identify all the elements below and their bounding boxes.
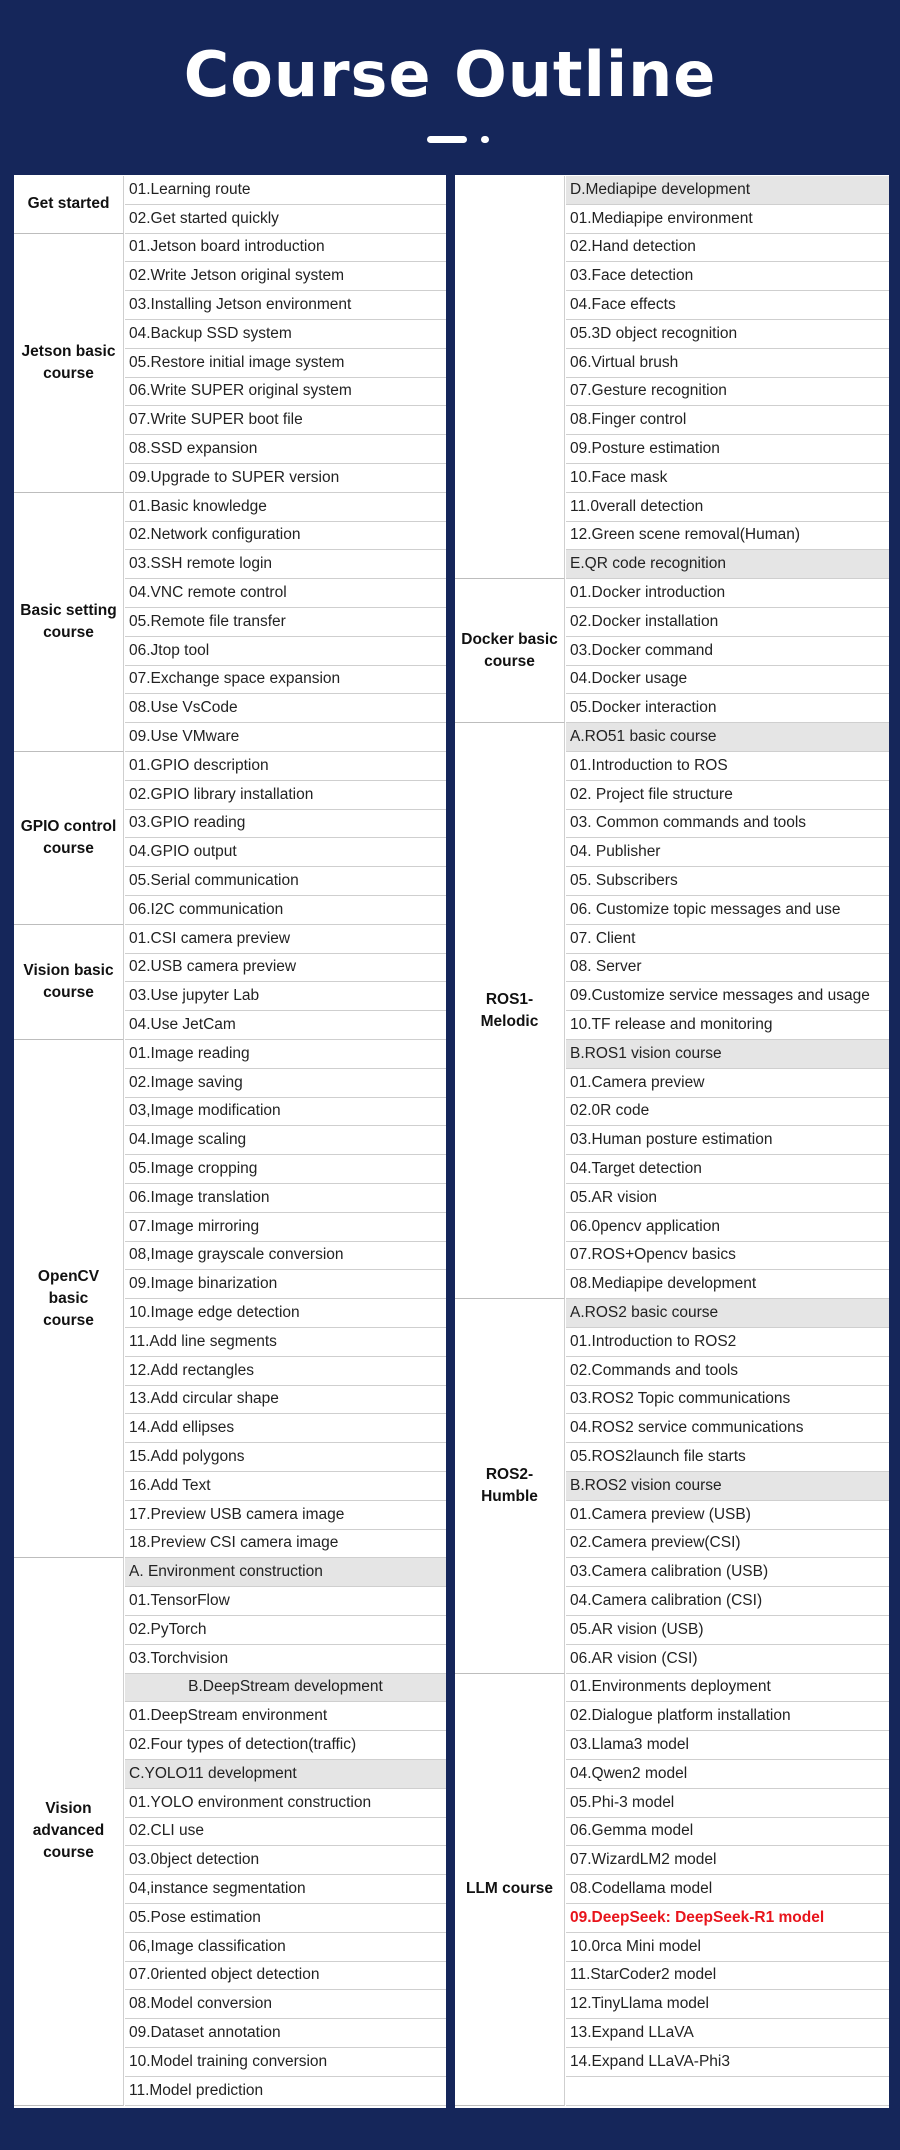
lesson-item: 07.WizardLM2 model xyxy=(566,1846,889,1875)
lesson-item: 05.AR vision xyxy=(566,1184,889,1213)
section-subheader: B.DeepStream development xyxy=(125,1674,446,1703)
lesson-item: 02.Hand detection xyxy=(566,234,889,263)
lesson-item: 02.Commands and tools xyxy=(566,1357,889,1386)
lesson-item: 07.Exchange space expansion xyxy=(125,666,446,695)
lesson-item: 01.Mediapipe environment xyxy=(566,205,889,234)
lesson-item: 03.Docker command xyxy=(566,637,889,666)
lesson-item: 05.Serial communication xyxy=(125,867,446,896)
lesson-item: 01.GPIO description xyxy=(125,752,446,781)
lesson-item: 01.Docker introduction xyxy=(566,579,889,608)
category-llm-course: LLM course xyxy=(455,1674,565,2106)
lesson-item: 03. Common commands and tools xyxy=(566,810,889,839)
lesson-item: 02.0R code xyxy=(566,1098,889,1127)
lesson-item: 08,Image grayscale conversion xyxy=(125,1242,446,1271)
lesson-item: 12.Add rectangles xyxy=(125,1357,446,1386)
section-subheader: B.ROS1 vision course xyxy=(566,1040,889,1069)
category-jetson-basic-course: Jetson basic course xyxy=(14,234,124,493)
lesson-item: 18.Preview CSI camera image xyxy=(125,1530,446,1559)
lesson-item: 12.Green scene removal(Human) xyxy=(566,522,889,551)
lesson-item: 05. Subscribers xyxy=(566,867,889,896)
section-subheader: B.ROS2 vision course xyxy=(566,1472,889,1501)
title-underline-dot xyxy=(481,136,489,143)
lesson-item: 07.ROS+Opencv basics xyxy=(566,1242,889,1271)
lesson-item: 02.Dialogue platform installation xyxy=(566,1702,889,1731)
title-underline-bar xyxy=(427,136,467,143)
lesson-item: 02.GPIO library installation xyxy=(125,781,446,810)
lesson-item: 01.Basic knowledge xyxy=(125,493,446,522)
lesson-item: 06.I2C communication xyxy=(125,896,446,925)
lesson-item: 01.TensorFlow xyxy=(125,1587,446,1616)
lesson-item: 14.Expand LLaVA-Phi3 xyxy=(566,2048,889,2077)
section-subheader: D.Mediapipe development xyxy=(566,176,889,205)
lesson-item: 03.Llama3 model xyxy=(566,1731,889,1760)
lesson-item: 10.0rca Mini model xyxy=(566,1933,889,1962)
lesson-item: 01.Introduction to ROS2 xyxy=(566,1328,889,1357)
lesson-item: 09.Image binarization xyxy=(125,1270,446,1299)
lesson-item: 05.Image cropping xyxy=(125,1155,446,1184)
lesson-item: 06.AR vision (CSI) xyxy=(566,1645,889,1674)
lesson-item: 02.Camera preview(CSI) xyxy=(566,1530,889,1559)
lesson-item: 04.VNC remote control xyxy=(125,579,446,608)
lesson-item: 04.Target detection xyxy=(566,1155,889,1184)
category-continued xyxy=(455,176,565,579)
lesson-item: 08. Server xyxy=(566,954,889,983)
lesson-item: 01.DeepStream environment xyxy=(125,1702,446,1731)
lesson-item: 12.TinyLlama model xyxy=(566,1990,889,2019)
page-header xyxy=(0,0,900,175)
lesson-item: 13.Add circular shape xyxy=(125,1386,446,1415)
lesson-item: 01.Introduction to ROS xyxy=(566,752,889,781)
lesson-item: 07.0riented object detection xyxy=(125,1962,446,1991)
category-opencv-basic-course: OpenCV basic course xyxy=(14,1040,124,1558)
lesson-item: 09.Dataset annotation xyxy=(125,2019,446,2048)
lesson-item: 04,instance segmentation xyxy=(125,1875,446,1904)
lesson-item: 07.Image mirroring xyxy=(125,1213,446,1242)
lesson-item: 09.Use VMware xyxy=(125,723,446,752)
lesson-item: 04.Qwen2 model xyxy=(566,1760,889,1789)
lesson-item: 17.Preview USB camera image xyxy=(125,1501,446,1530)
section-subheader: A.ROS2 basic course xyxy=(566,1299,889,1328)
lesson-item: 05.3D object recognition xyxy=(566,320,889,349)
lesson-item: 04.Image scaling xyxy=(125,1126,446,1155)
category-gpio-control-course: GPIO control course xyxy=(14,752,124,925)
category-get-started: Get started xyxy=(14,176,124,234)
lesson-item: 04.Use JetCam xyxy=(125,1011,446,1040)
lesson-item: 09.Posture estimation xyxy=(566,435,889,464)
lesson-item: 09.DeepSeek: DeepSeek-R1 model xyxy=(566,1904,889,1933)
section-subheader: E.QR code recognition xyxy=(566,550,889,579)
lesson-item: 02.Get started quickly xyxy=(125,205,446,234)
lesson-item: 04.GPIO output xyxy=(125,838,446,867)
lesson-item: 03.GPIO reading xyxy=(125,810,446,839)
lesson-item: 06.Write SUPER original system xyxy=(125,378,446,407)
lesson-item: 06,Image classification xyxy=(125,1933,446,1962)
lesson-item: 08.Model conversion xyxy=(125,1990,446,2019)
lesson-item: 04.Camera calibration (CSI) xyxy=(566,1587,889,1616)
category-docker-basic-course: Docker basic course xyxy=(455,579,565,723)
category-ros1-melodic: ROS1-Melodic xyxy=(455,723,565,1299)
lesson-item: 11.StarCoder2 model xyxy=(566,1962,889,1991)
lesson-item: 01.Image reading xyxy=(125,1040,446,1069)
category-basic-setting-course: Basic setting course xyxy=(14,493,124,752)
lesson-item: 03.Face detection xyxy=(566,262,889,291)
lesson-item: 08.SSD expansion xyxy=(125,435,446,464)
lesson-item: 02.Image saving xyxy=(125,1069,446,1098)
lesson-item: 11.Add line segments xyxy=(125,1328,446,1357)
lesson-item: 06. Customize topic messages and use xyxy=(566,896,889,925)
lesson-item: 05.Phi-3 model xyxy=(566,1789,889,1818)
section-subheader: C.YOLO11 development xyxy=(125,1760,446,1789)
lesson-item: 06.Gemma model xyxy=(566,1818,889,1847)
lesson-item: 10.Model training conversion xyxy=(125,2048,446,2077)
lesson-item: 08.Use VsCode xyxy=(125,694,446,723)
right-course-column xyxy=(455,175,889,2108)
lesson-item: 03.0bject detection xyxy=(125,1846,446,1875)
section-subheader: A.RO51 basic course xyxy=(566,723,889,752)
category-vision-basic-course: Vision basic course xyxy=(14,925,124,1040)
lesson-item: 15.Add polygons xyxy=(125,1443,446,1472)
lesson-item: 05.Docker interaction xyxy=(566,694,889,723)
lesson-item: 01.Environments deployment xyxy=(566,1674,889,1703)
lesson-item: 06.Virtual brush xyxy=(566,349,889,378)
left-course-column xyxy=(14,175,446,2108)
lesson-item: 16.Add Text xyxy=(125,1472,446,1501)
lesson-item: 04. Publisher xyxy=(566,838,889,867)
lesson-item: 02.CLI use xyxy=(125,1818,446,1847)
lesson-item: 07. Client xyxy=(566,925,889,954)
lesson-item: 03.Installing Jetson environment xyxy=(125,291,446,320)
lesson-item: 02.PyTorch xyxy=(125,1616,446,1645)
lesson-item: 04.Face effects xyxy=(566,291,889,320)
lesson-item: 01.Learning route xyxy=(125,176,446,205)
lesson-item: 08.Finger control xyxy=(566,406,889,435)
lesson-item: 02.Write Jetson original system xyxy=(125,262,446,291)
lesson-item: 02.Docker installation xyxy=(566,608,889,637)
lesson-item: 02.USB camera preview xyxy=(125,954,446,983)
lesson-item: 10.Face mask xyxy=(566,464,889,493)
lesson-item: 05.Pose estimation xyxy=(125,1904,446,1933)
lesson-item: 04.Docker usage xyxy=(566,666,889,695)
lesson-item: 03.Use jupyter Lab xyxy=(125,982,446,1011)
lesson-item: 01.Jetson board introduction xyxy=(125,234,446,263)
lesson-item: 01.YOLO environment construction xyxy=(125,1789,446,1818)
lesson-item: 06.Image translation xyxy=(125,1184,446,1213)
section-subheader: A. Environment construction xyxy=(125,1558,446,1587)
lesson-item: 03.Torchvision xyxy=(125,1645,446,1674)
lesson-item: 04.Backup SSD system xyxy=(125,320,446,349)
lesson-item: 03,Image modification xyxy=(125,1098,446,1127)
lesson-item: 05.Remote file transfer xyxy=(125,608,446,637)
lesson-item: 05.ROS2launch file starts xyxy=(566,1443,889,1472)
lesson-item: 01.CSI camera preview xyxy=(125,925,446,954)
lesson-item xyxy=(566,2077,889,2106)
lesson-item: 05.AR vision (USB) xyxy=(566,1616,889,1645)
lesson-item: 08.Mediapipe development xyxy=(566,1270,889,1299)
lesson-item: 04.ROS2 service communications xyxy=(566,1414,889,1443)
lesson-item: 08.Codellama model xyxy=(566,1875,889,1904)
lesson-item: 02.Network configuration xyxy=(125,522,446,551)
lesson-item: 03.ROS2 Topic communications xyxy=(566,1386,889,1415)
lesson-item: 10.TF release and monitoring xyxy=(566,1011,889,1040)
lesson-item: 10.Image edge detection xyxy=(125,1299,446,1328)
lesson-item: 09.Upgrade to SUPER version xyxy=(125,464,446,493)
lesson-item: 05.Restore initial image system xyxy=(125,349,446,378)
lesson-item: 03.Camera calibration (USB) xyxy=(566,1558,889,1587)
lesson-item: 03.SSH remote login xyxy=(125,550,446,579)
category-ros2-humble: ROS2-Humble xyxy=(455,1299,565,1673)
lesson-item: 11.Model prediction xyxy=(125,2077,446,2106)
lesson-item: 13.Expand LLaVA xyxy=(566,2019,889,2048)
lesson-item: 06.0pencv application xyxy=(566,1213,889,1242)
lesson-item: 01.Camera preview (USB) xyxy=(566,1501,889,1530)
lesson-item: 11.0verall detection xyxy=(566,493,889,522)
category-vision-advanced-course: Vision advanced course xyxy=(14,1558,124,2105)
page-title: Course Outline xyxy=(183,38,717,111)
lesson-item: 02. Project file structure xyxy=(566,781,889,810)
lesson-item: 01.Camera preview xyxy=(566,1069,889,1098)
lesson-item: 14.Add ellipses xyxy=(125,1414,446,1443)
lesson-item: 07.Write SUPER boot file xyxy=(125,406,446,435)
lesson-item: 07.Gesture recognition xyxy=(566,378,889,407)
lesson-item: 06.Jtop tool xyxy=(125,637,446,666)
lesson-item: 09.Customize service messages and usage xyxy=(566,982,889,1011)
lesson-item: 03.Human posture estimation xyxy=(566,1126,889,1155)
lesson-item: 02.Four types of detection(traffic) xyxy=(125,1731,446,1760)
